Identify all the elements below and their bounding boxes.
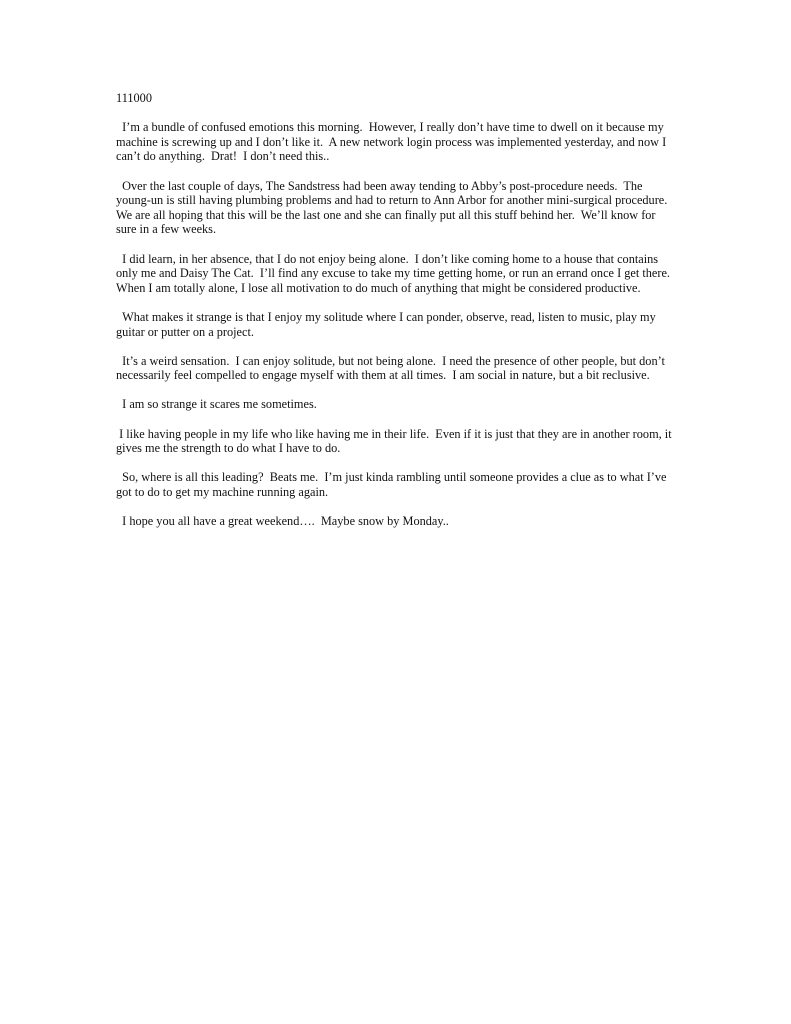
paragraph-7: I like having people in my life who like having me in their life. Even if it is just that they are in another room, it gives me the strength to do what I have to do. [116,426,675,456]
paragraph-2: Over the last couple of days, The Sandstress had been away tending to Abby’s post-procedure needs. The young-un is still having plumbing problems and had to return to Ann Arbor for another mini-surgical procedure. We are all hoping that this will be the last one and she can finally put all this stuff behind her. We’ll know for sure in a few weeks. [116,178,674,237]
paragraph-9: I hope you all have a great weekend…. Maybe snow by Monday.. [116,514,449,529]
paragraph-5: It’s a weird sensation. I can enjoy solitude, but not being alone. I need the presence of other people, but don’t necessarily feel compelled to engage myself with them at all times. I am social in nature, but a bit reclusive. [116,353,668,383]
paragraph-1: I’m a bundle of confused emotions this morning. However, I really don’t have time to dwell on it because my machine is screwing up and I don’t like it. A new network login process was implemented yesterday, and now I can’t do anything. Drat! I don’t need this.. [116,120,670,164]
document-date: 111000 [116,91,152,105]
paragraph-6: I am so strange it scares me sometimes. [116,397,317,412]
document-body [116,91,676,543]
paragraph-4: What makes it strange is that I enjoy my solitude where I can ponder, observe, read, listen to music, play my guitar or putter on a project. [116,309,659,339]
paragraph-8: So, where is all this leading? Beats me. I’m just kinda rambling until someone provides a clue as to what I’ve got to do to get my machine running again. [116,470,670,500]
paragraph-3: I did learn, in her absence, that I do not enjoy being alone. I don’t like coming home to a house that contains only me and Daisy The Cat. I’ll find any excuse to take my time getting home, or run an errand once I get there. When I am totally alone, I lose all motivation to do much of anything that might be considered productive. [116,251,676,295]
